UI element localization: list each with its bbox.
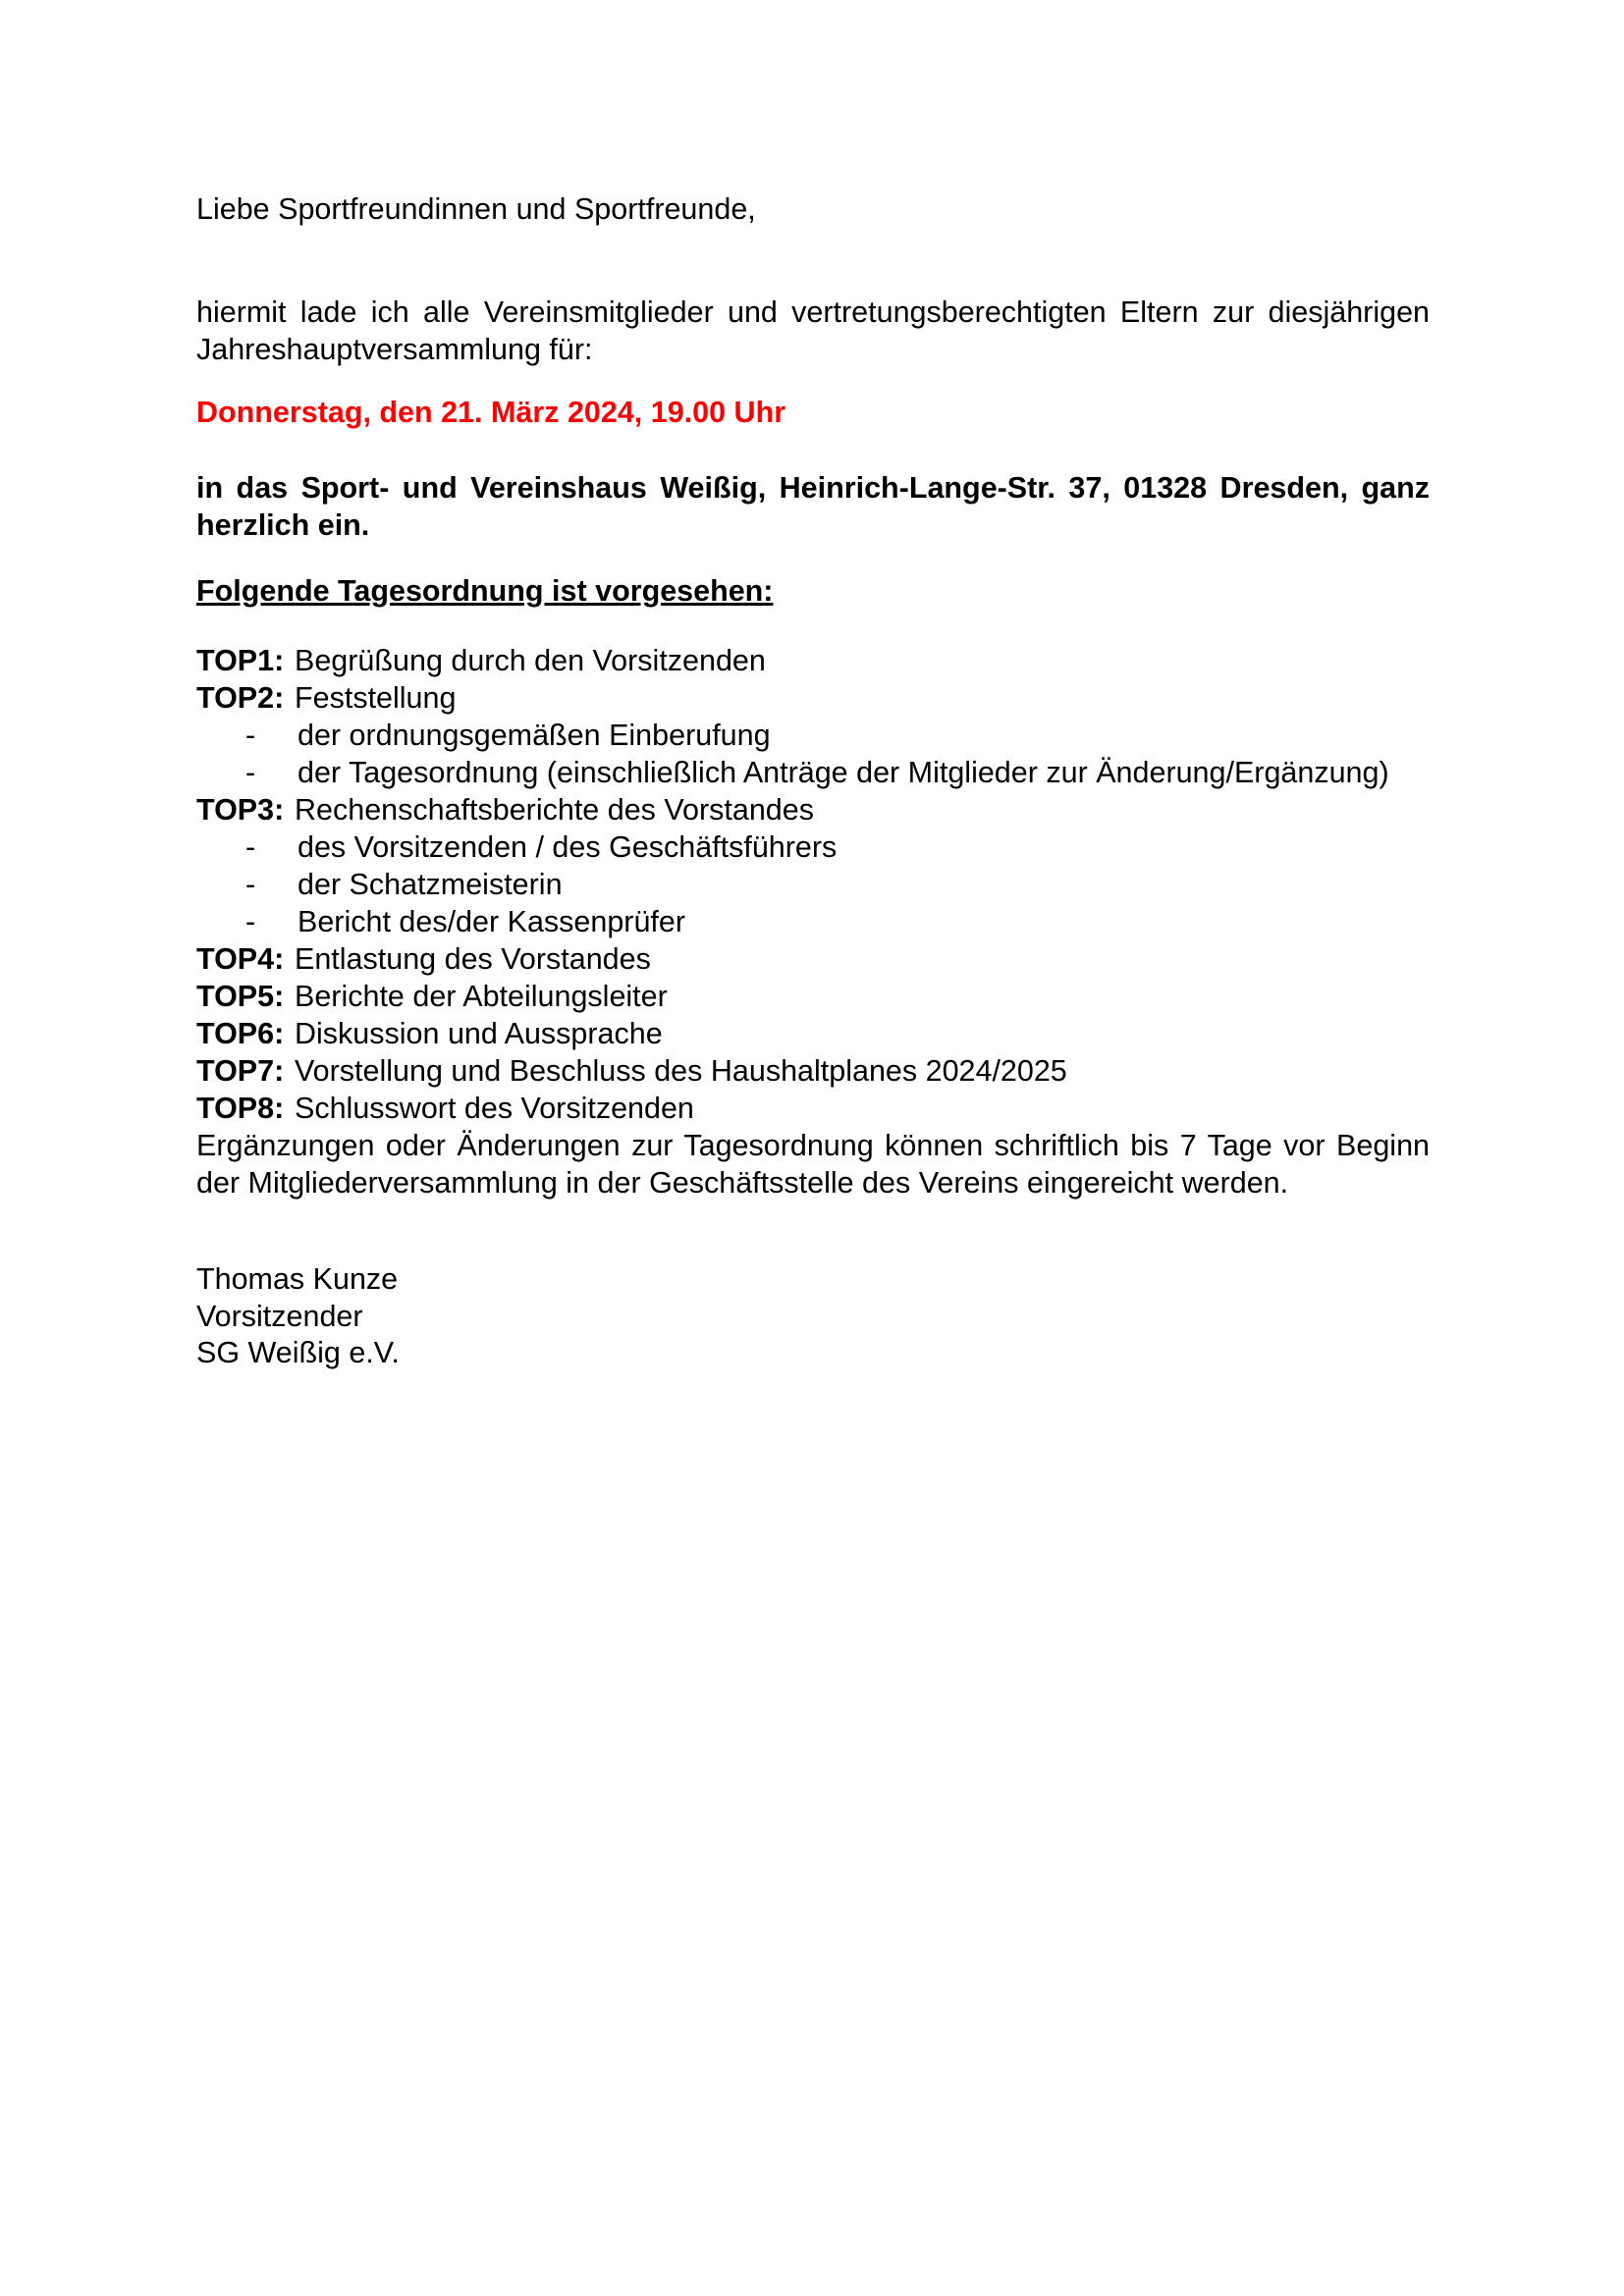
signature-org: SG Weißig e.V. <box>196 1336 400 1369</box>
agenda-subitem-text: Bericht des/der Kassenprüfer <box>298 905 686 938</box>
agenda-item-label: TOP7: <box>196 1054 285 1088</box>
agenda-subitem <box>196 903 1430 940</box>
signature-role: Vorsitzender <box>196 1299 363 1333</box>
agenda-item <box>196 940 1430 978</box>
greeting-line: Liebe Sportfreundinnen und Sportfreunde, <box>196 192 756 226</box>
meeting-date-line: Donnerstag, den 21. März 2024, 19.00 Uhr <box>196 396 786 429</box>
agenda-subitem-text: der Schatzmeisterin <box>298 868 563 901</box>
agenda-subitem-text: der ordnungsgemäßen Einberufung <box>298 719 771 752</box>
agenda-item-label: TOP5: <box>196 980 285 1013</box>
agenda-item-text: Diskussion und Aussprache <box>295 1017 663 1050</box>
agenda-item-label: TOP6: <box>196 1017 285 1050</box>
amendment-note-paragraph: Ergänzungen oder Änderungen zur Tagesordnung können schriftlich bis 7 Tage vor Beginn der Mitgliederversammlung in der Geschäftsstelle des Vereins eingereicht werden. <box>196 1129 1430 1200</box>
agenda-item-label: TOP4: <box>196 942 285 976</box>
agenda-list <box>196 642 1430 1127</box>
dash-bullet: - <box>245 830 256 864</box>
dash-bullet: - <box>245 719 256 752</box>
agenda-item-label: TOP3: <box>196 793 285 827</box>
agenda-item <box>196 1090 1430 1127</box>
agenda-subitem-text: der Tagesordnung (einschließlich Anträge der Mitglieder zur Änderung/Ergänzung) <box>298 756 1389 789</box>
agenda-item <box>196 978 1430 1015</box>
agenda-item-label: TOP1: <box>196 644 285 677</box>
agenda-item-text: Schlusswort des Vorsitzenden <box>295 1092 694 1125</box>
agenda-subitem-text: des Vorsitzenden / des Geschäftsführers <box>298 830 838 864</box>
agenda-item-text: Berichte der Abteilungsleiter <box>295 980 668 1013</box>
signature-block <box>196 1261 1430 1372</box>
dash-bullet: - <box>245 756 256 789</box>
agenda-subitem <box>196 717 1430 754</box>
agenda-item <box>196 1015 1430 1052</box>
agenda-item-label: TOP2: <box>196 681 285 715</box>
agenda-subitem <box>196 866 1430 903</box>
agenda-item-text: Feststellung <box>295 681 457 715</box>
agenda-item <box>196 679 1430 717</box>
agenda-item <box>196 791 1430 828</box>
dash-bullet: - <box>245 868 256 901</box>
intro-paragraph: hiermit lade ich alle Vereinsmitglieder und vertretungsberechtigten Eltern zur diesjährigen Jahreshauptversammlung für: <box>196 295 1430 366</box>
agenda-subitem <box>196 754 1430 791</box>
agenda-subitem <box>196 828 1430 866</box>
agenda-item-text: Entlastung des Vorstandes <box>295 942 651 976</box>
dash-bullet: - <box>245 905 256 938</box>
agenda-item <box>196 642 1430 679</box>
signature-name: Thomas Kunze <box>196 1262 399 1296</box>
agenda-heading: Folgende Tagesordnung ist vorgesehen: <box>196 574 774 608</box>
agenda-item-text: Begrüßung durch den Vorsitzenden <box>295 644 766 677</box>
agenda-item <box>196 1052 1430 1090</box>
agenda-item-text: Vorstellung und Beschluss des Haushaltplanes 2024/2025 <box>295 1054 1067 1088</box>
agenda-item-text: Rechenschaftsberichte des Vorstandes <box>295 793 814 827</box>
venue-paragraph: in das Sport- und Vereinshaus Weißig, Heinrich-Lange-Str. 37, 01328 Dresden, ganz herzlich ein. <box>196 471 1430 542</box>
agenda-item-label: TOP8: <box>196 1092 285 1125</box>
